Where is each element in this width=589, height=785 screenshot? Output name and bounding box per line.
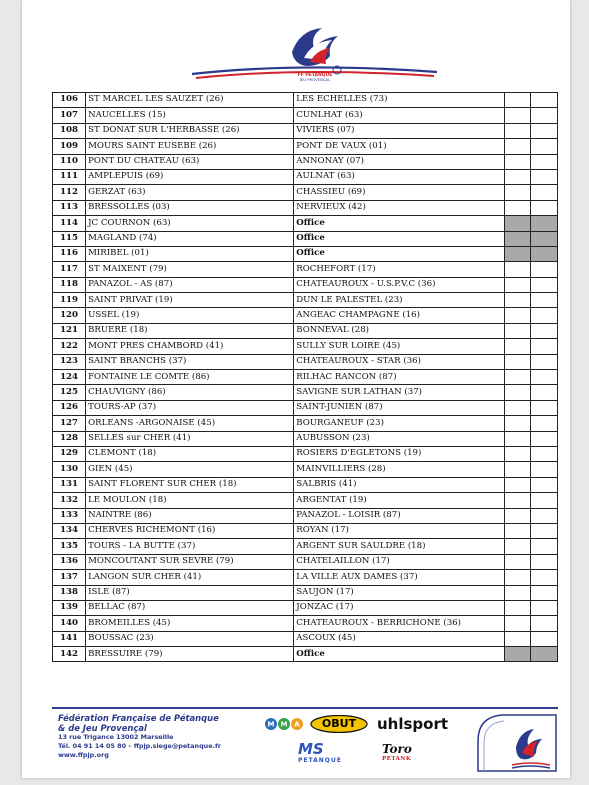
score-cell [504,169,531,184]
home-team: SAINT PRIVAT (19) [86,293,294,308]
table-row [53,446,558,461]
table-row [53,647,558,662]
score-cell [504,246,531,261]
match-number: 110 [53,154,86,169]
score-cell [531,246,558,261]
ffpjp-logo [182,22,452,86]
score-cell [504,108,531,123]
away-team: CHATEAUROUX - STAR (36) [294,354,504,369]
table-row [53,323,558,338]
away-team: CUNLHAT (63) [294,108,504,123]
table-row [53,200,558,215]
away-team: CHASSIEU (69) [294,185,504,200]
match-number: 123 [53,354,86,369]
federation-address: 13 rue Trigance 13002 Marseille [58,733,174,741]
match-number: 133 [53,508,86,523]
footer [52,707,558,775]
table-row [53,539,558,554]
table-row [53,585,558,600]
match-number: 120 [53,308,86,323]
table-row [53,370,558,385]
score-cell [531,600,558,615]
table-row [53,277,558,292]
match-number: 115 [53,231,86,246]
score-cell [504,400,531,415]
home-team: NAINTRE (86) [86,508,294,523]
score-cell [531,123,558,138]
score-cell [531,277,558,292]
score-cell [504,293,531,308]
score-cell [504,323,531,338]
match-number: 134 [53,523,86,538]
score-cell [531,323,558,338]
match-number: 136 [53,554,86,569]
score-cell [531,200,558,215]
table-row [53,169,558,184]
match-number: 126 [53,400,86,415]
score-cell [504,216,531,231]
uhlsport-sponsor-logo: uhlsport [377,715,449,733]
table-row [53,185,558,200]
match-number: 116 [53,246,86,261]
score-cell [531,385,558,400]
table-row [53,354,558,369]
score-cell [504,539,531,554]
match-number: 131 [53,477,86,492]
match-number: 124 [53,370,86,385]
score-cell [531,339,558,354]
score-cell [531,631,558,646]
away-team: SAINT-JUNIEN (87) [294,400,504,415]
score-cell [531,477,558,492]
score-cell [531,493,558,508]
match-number: 138 [53,585,86,600]
away-team: JONZAC (17) [294,600,504,615]
score-cell [504,200,531,215]
home-team: MOURS SAINT EUSEBE (26) [86,139,294,154]
score-cell [531,293,558,308]
score-cell [504,431,531,446]
table-row [53,308,558,323]
obut-sponsor-logo [310,715,368,733]
home-team: JC COURNON (63) [86,216,294,231]
table-row [53,493,558,508]
away-team: LA VILLE AUX DAMES (37) [294,570,504,585]
score-cell [504,462,531,477]
score-cell [504,585,531,600]
match-number: 129 [53,446,86,461]
away-team: BOURGANEUF (23) [294,416,504,431]
home-team: MAGLAND (74) [86,231,294,246]
score-cell [531,523,558,538]
home-team: USSEL (19) [86,308,294,323]
table-row [53,93,558,108]
away-team: CHATEAUROUX - BERRICHONE (36) [294,616,504,631]
score-cell [504,231,531,246]
score-cell [531,262,558,277]
table-row [53,508,558,523]
score-cell [531,554,558,569]
score-cell [504,277,531,292]
match-number: 121 [53,323,86,338]
home-team: GERZAT (63) [86,185,294,200]
home-team: PONT DU CHATEAU (63) [86,154,294,169]
match-number: 113 [53,200,86,215]
match-number: 142 [53,647,86,662]
home-team: CHERVES RICHEMONT (16) [86,523,294,538]
ms-logo-sub: PETANQUE [298,757,342,764]
score-cell [504,139,531,154]
home-team: BRESSUIRE (79) [86,647,294,662]
score-cell [531,93,558,108]
federation-name-line2: & de Jeu Provençal [58,723,147,733]
match-number: 125 [53,385,86,400]
score-cell [531,154,558,169]
score-cell [504,262,531,277]
match-number: 117 [53,262,86,277]
home-team: CHAUVIGNY (86) [86,385,294,400]
home-team: NAUCELLES (15) [86,108,294,123]
table-row [53,123,558,138]
home-team: BELLAC (87) [86,600,294,615]
away-team: Office [294,647,504,662]
mma-sponsor-logo [264,717,304,731]
home-team: BRUERE (18) [86,323,294,338]
home-team: CLEMONT (18) [86,446,294,461]
federation-info [58,713,221,760]
away-team: ANGEAC CHAMPAGNE (16) [294,308,504,323]
match-number: 107 [53,108,86,123]
draw-table-body [53,93,558,662]
score-cell [504,123,531,138]
toro-logo-main: Toro [382,742,412,756]
match-number: 122 [53,339,86,354]
svg-text:A: A [294,720,300,729]
match-number: 108 [53,123,86,138]
table-row [53,231,558,246]
table-row [53,293,558,308]
home-team: ORLEANS -ARGONAISE (45) [86,416,294,431]
away-team: Office [294,216,504,231]
home-team: TOURS-AP (37) [86,400,294,415]
score-cell [504,631,531,646]
away-team: AUBUSSON (23) [294,431,504,446]
table-row [53,339,558,354]
score-cell [504,339,531,354]
match-number: 109 [53,139,86,154]
score-cell [504,508,531,523]
score-cell [531,139,558,154]
away-team: LES ECHELLES (73) [294,93,504,108]
match-number: 141 [53,631,86,646]
home-team: ST DONAT SUR L'HERBASSE (26) [86,123,294,138]
home-team: BOUSSAC (23) [86,631,294,646]
home-team: FONTAINE LE COMTE (86) [86,370,294,385]
table-row [53,600,558,615]
obut-label: OBUT [321,717,357,730]
ms-logo-main: MS [298,740,324,758]
table-row [53,246,558,261]
score-cell [504,523,531,538]
home-team: MIRIBEL (01) [86,246,294,261]
score-cell [531,416,558,431]
ms-petanque-logo [298,741,342,764]
home-team: BRESSOLLES (03) [86,200,294,215]
match-number: 139 [53,600,86,615]
logo-line2: JEU PROVENÇAL [299,77,331,82]
score-cell [504,647,531,662]
logo-line1: FF PÉTANQUE [297,73,333,78]
table-row [53,216,558,231]
score-cell [531,108,558,123]
home-team: ISLE (87) [86,585,294,600]
match-number: 135 [53,539,86,554]
table-row [53,616,558,631]
score-cell [531,570,558,585]
away-team: ANNONAY (07) [294,154,504,169]
away-team: RILHAC RANCON (87) [294,370,504,385]
score-cell [504,446,531,461]
match-number: 111 [53,169,86,184]
score-cell [531,354,558,369]
home-team: ST MARCEL LES SAUZET (26) [86,93,294,108]
away-team: DUN LE PALESTEL (23) [294,293,504,308]
score-cell [531,585,558,600]
score-cell [531,169,558,184]
away-team: SALBRIS (41) [294,477,504,492]
table-row [53,554,558,569]
home-team: SAINT BRANCHS (37) [86,354,294,369]
score-cell [504,570,531,585]
score-cell [504,93,531,108]
match-number: 130 [53,462,86,477]
match-number: 112 [53,185,86,200]
table-row [53,139,558,154]
score-cell [531,539,558,554]
match-number: 132 [53,493,86,508]
table-row [53,154,558,169]
ffpjp-footer-logo [472,711,558,773]
draw-table [52,92,558,662]
svg-text:M: M [280,720,288,729]
score-cell [504,493,531,508]
score-cell [504,154,531,169]
table-row [53,570,558,585]
home-team: LE MOULON (18) [86,493,294,508]
score-cell [531,308,558,323]
score-cell [504,370,531,385]
home-team: PANAZOL - AS (87) [86,277,294,292]
score-cell [504,185,531,200]
away-team: BONNEVAL (28) [294,323,504,338]
score-cell [531,647,558,662]
federation-contact: Tél. 04 91 14 05 80 – ffpjp.siege@petanque.fr [58,742,221,750]
away-team: Office [294,231,504,246]
away-team: VIVIERS (07) [294,123,504,138]
score-cell [504,416,531,431]
match-number: 140 [53,616,86,631]
score-cell [504,385,531,400]
score-cell [531,431,558,446]
score-cell [504,616,531,631]
toro-logo-sub: PETANK [382,756,412,762]
federation-name-line1: Fédération Française de Pétanque [58,713,219,723]
score-cell [504,600,531,615]
score-cell [531,216,558,231]
away-team: AULNAT (63) [294,169,504,184]
table-row [53,462,558,477]
match-number: 127 [53,416,86,431]
score-cell [531,616,558,631]
away-team: ROSIERS D'EGLETONS (19) [294,446,504,461]
away-team: MAINVILLIERS (28) [294,462,504,477]
score-cell [531,400,558,415]
away-team: Office [294,246,504,261]
away-team: ROCHEFORT (17) [294,262,504,277]
match-number: 119 [53,293,86,308]
home-team: GIEN (45) [86,462,294,477]
match-number: 118 [53,277,86,292]
home-team: SAINT FLORENT SUR CHER (18) [86,477,294,492]
score-cell [531,508,558,523]
score-cell [531,231,558,246]
home-team: LANGON SUR CHER (41) [86,570,294,585]
score-cell [504,554,531,569]
home-team: SELLES sur CHER (41) [86,431,294,446]
away-team: SAVIGNE SUR LATHAN (37) [294,385,504,400]
home-team: TOURS - LA BUTTE (37) [86,539,294,554]
score-cell [531,462,558,477]
away-team: ARGENTAT (19) [294,493,504,508]
score-cell [504,308,531,323]
score-cell [531,446,558,461]
away-team: ARGENT SUR SAULDRE (18) [294,539,504,554]
table-row [53,400,558,415]
away-team: NERVIEUX (42) [294,200,504,215]
svg-text:M: M [267,720,275,729]
away-team: ASCOUX (45) [294,631,504,646]
home-team: MONCOUTANT SUR SEVRE (79) [86,554,294,569]
federation-website: www.ffpjp.org [58,751,109,759]
home-team: BROMEILLES (45) [86,616,294,631]
table-row [53,385,558,400]
score-cell [531,370,558,385]
match-number: 106 [53,93,86,108]
away-team: PONT DE VAUX (01) [294,139,504,154]
table-row [53,262,558,277]
table-row [53,477,558,492]
table-row [53,523,558,538]
score-cell [504,477,531,492]
table-row [53,108,558,123]
match-number: 114 [53,216,86,231]
match-number: 137 [53,570,86,585]
away-team: SULLY SUR LOIRE (45) [294,339,504,354]
score-cell [531,185,558,200]
home-team: AMPLEPUIS (69) [86,169,294,184]
score-cell [504,354,531,369]
away-team: SAUJON (17) [294,585,504,600]
away-team: CHATELAILLON (17) [294,554,504,569]
table-row [53,431,558,446]
away-team: CHATEAUROUX - U.S.P.V.C (36) [294,277,504,292]
table-row [53,416,558,431]
toro-petank-logo [382,743,412,762]
home-team: MONT PRES CHAMBORD (41) [86,339,294,354]
away-team: ROYAN (17) [294,523,504,538]
document-page [22,0,570,778]
home-team: ST MAIXENT (79) [86,262,294,277]
away-team: PANAZOL - LOISIR (87) [294,508,504,523]
table-row [53,631,558,646]
match-number: 128 [53,431,86,446]
